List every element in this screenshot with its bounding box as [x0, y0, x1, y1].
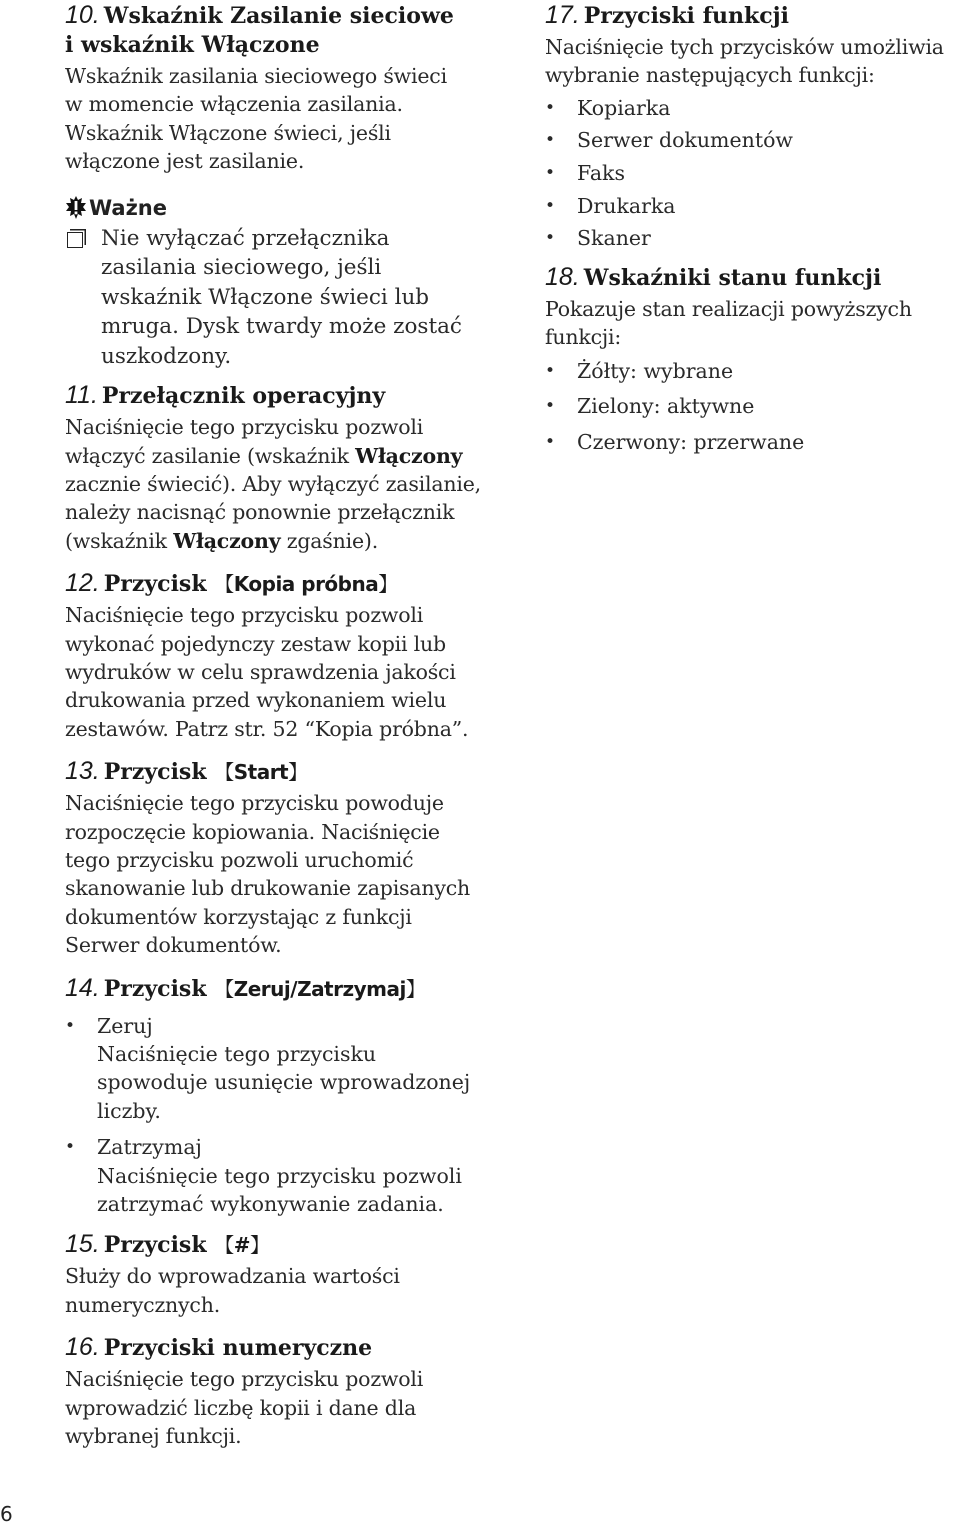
body-line: Służy do wprowadzania wartości	[65, 1264, 400, 1289]
body-line: wydruków w celu sprawdzenia jakości	[65, 659, 456, 684]
key-name: #	[233, 1233, 250, 1258]
section-number: 14.	[65, 973, 100, 1002]
list-item	[545, 425, 960, 461]
key-label	[214, 1233, 269, 1257]
indicator-name: Włączony	[355, 443, 463, 468]
section-title: Przyciski funkcji	[583, 3, 789, 29]
note-line: zasilania sieciowego, jeśli	[101, 255, 382, 281]
bullet: •	[65, 1015, 76, 1036]
function-list	[545, 92, 960, 255]
list-item-text: Serwer dokumentów	[577, 128, 793, 153]
bullet: •	[545, 396, 556, 417]
body-line: Wskaźnik Włączone świeci, jeśli	[65, 120, 391, 145]
list-item	[545, 190, 960, 223]
key-label	[214, 977, 425, 1001]
section-17	[545, 0, 960, 255]
important-note	[65, 224, 510, 372]
bracket: 【	[214, 760, 234, 785]
body-line: numerycznych.	[65, 1292, 221, 1317]
section-12	[65, 569, 510, 743]
item-title: Zatrzymaj	[97, 1135, 202, 1160]
item-line: zatrzymać wykonywanie zadania.	[97, 1192, 444, 1217]
body-line: wykonać pojedynczy zestaw kopii lub	[65, 631, 446, 656]
section-15	[65, 1230, 510, 1319]
important-block	[65, 194, 510, 372]
section-title: Przycisk	[103, 975, 207, 1002]
body-line: tego przycisku pozwoli uruchomić	[65, 848, 414, 872]
section-number: 17.	[545, 1, 580, 29]
list-item	[65, 1012, 510, 1126]
section-13-body	[65, 789, 510, 959]
section-15-heading	[65, 1230, 510, 1260]
body-line: w momencie włączenia zasilania.	[65, 92, 403, 117]
section-11	[65, 381, 510, 555]
bracket: 】	[378, 572, 398, 597]
bullet: •	[545, 228, 556, 249]
note-line: Nie wyłączać przełącznika	[101, 225, 390, 251]
bracket: 】	[405, 976, 426, 1001]
section-17-body	[545, 33, 960, 90]
right-column	[545, 0, 960, 460]
item-line: Naciśnięcie tego przycisku pozwoli	[97, 1163, 462, 1188]
key-name: Zeruj/Zatrzymaj	[233, 976, 406, 1001]
section-18	[545, 263, 960, 460]
section-11-body	[65, 413, 510, 555]
section-title: Przyciski numeryczne	[103, 1335, 373, 1362]
section-number: 12.	[65, 569, 100, 598]
important-label: Ważne	[89, 195, 168, 220]
body-line: Serwer dokumentów.	[65, 933, 282, 958]
section-number: 18.	[545, 262, 580, 291]
body-line: włączyć zasilanie (wskaźnik	[65, 443, 356, 468]
body-line: włączone jest zasilanie.	[65, 149, 305, 174]
bullet: •	[545, 130, 556, 151]
section-12-body	[65, 601, 510, 743]
list-item-text	[97, 1133, 462, 1218]
section-number: 16.	[65, 1333, 100, 1362]
note-line: uszkodzony.	[101, 343, 232, 369]
body-line: należy nacisnąć ponownie przełącznik	[65, 500, 455, 525]
bullet: •	[545, 360, 556, 381]
section-18-heading	[545, 263, 960, 293]
bracket: 】	[288, 760, 308, 785]
body-line: wprowadzić liczbę kopii i dane dla	[65, 1395, 417, 1420]
body-line: Naciśnięcie tego przycisku pozwoli	[65, 415, 424, 440]
list-item	[545, 124, 960, 157]
note-line: wskaźnik Włączone świeci lub	[101, 284, 430, 310]
key-label	[214, 572, 398, 596]
item-line: spowoduje usunięcie wprowadzonej	[97, 1070, 471, 1095]
section-title: Przycisk	[103, 1232, 207, 1259]
section-title: Wskaźnik Zasilanie sieciowe	[103, 3, 454, 29]
bracket: 【	[214, 976, 234, 1001]
section-13	[65, 757, 510, 959]
checkbox-icon	[67, 232, 83, 248]
body-line: zestawów. Patrz str. 52 “Kopia próbna”.	[65, 716, 469, 741]
body-line: wybranie następujących funkcji:	[545, 63, 875, 88]
indicator-name: Włączony	[173, 528, 281, 553]
section-title: Przycisk	[103, 571, 207, 598]
body-line: rozpoczęcie kopiowania. Naciśnięcie	[65, 819, 440, 844]
section-14	[65, 974, 510, 1219]
list-item-text: Kopiarka	[577, 95, 671, 120]
section-16	[65, 1333, 510, 1450]
body-line: skanowanie lub drukowanie zapisanych	[65, 876, 471, 901]
bullet: •	[65, 1137, 76, 1158]
section-title: Przycisk	[103, 759, 207, 786]
list-item	[545, 92, 960, 125]
item-title: Zeruj	[97, 1013, 153, 1038]
list-item-text: Skaner	[577, 226, 651, 251]
section-16-heading	[65, 1333, 510, 1363]
section-title: Przełącznik operacyjny	[101, 383, 386, 410]
left-column	[65, 0, 510, 1451]
bullet: •	[545, 195, 556, 216]
key-name: Start	[233, 760, 289, 785]
list-item	[545, 389, 960, 425]
section-10-heading	[65, 1, 510, 60]
body-line: Pokazuje stan realizacji powyższych	[545, 296, 912, 321]
list-item	[545, 157, 960, 190]
list-item-text: Faks	[577, 161, 625, 185]
body-line: drukowania przed wykonaniem wielu	[65, 688, 447, 713]
section-17-heading	[545, 1, 960, 31]
key-label	[214, 760, 307, 784]
list-item-text: Zielony: aktywne	[577, 394, 755, 419]
body-line: Naciśnięcie tego przycisku pozwoli	[65, 1367, 424, 1392]
section-number: 13.	[65, 757, 100, 786]
body-line: funkcji:	[545, 325, 622, 350]
list-item-text: Czerwony: przerwane	[577, 429, 805, 454]
list-item	[545, 222, 960, 255]
bracket: 【	[214, 1233, 234, 1258]
body-line: Naciśnięcie tego przycisku pozwoli	[65, 603, 424, 628]
body-line: dokumentów korzystając z funkcji	[65, 904, 412, 929]
body-line: (wskaźnik	[65, 528, 174, 553]
section-18-body	[545, 295, 960, 352]
section-number: 15.	[65, 1230, 100, 1259]
important-heading	[65, 194, 510, 222]
item-line: Naciśnięcie tego przycisku	[97, 1042, 377, 1067]
body-line: Naciśnięcie tego przycisku powoduje	[65, 791, 444, 816]
list-item	[545, 354, 960, 390]
note-text	[101, 224, 462, 372]
bracket: 【	[214, 572, 234, 597]
important-icon	[65, 195, 87, 221]
section-13-heading	[65, 757, 510, 787]
body-line: zgaśnie).	[280, 528, 379, 553]
body-line: Wskaźnik zasilania sieciowego świeci	[65, 64, 447, 88]
section-10-body	[65, 62, 510, 176]
list-item-text: Żółty: wybrane	[577, 358, 734, 383]
section-14-list	[65, 1012, 510, 1219]
list-item-text: Drukarka	[577, 193, 676, 218]
status-list	[545, 354, 960, 461]
section-number: 10.	[65, 1, 100, 29]
section-number: 11.	[65, 381, 98, 410]
body-line: wybranej funkcji.	[65, 1424, 242, 1449]
section-title: Wskaźniki stanu funkcji	[583, 264, 882, 291]
list-item	[65, 1133, 510, 1218]
section-10	[65, 0, 510, 176]
body-line: Naciśnięcie tych przycisków umożliwia	[545, 35, 944, 59]
bracket: 】	[250, 1233, 270, 1258]
section-11-heading	[65, 381, 510, 411]
key-name: Kopia próbna	[233, 572, 379, 597]
section-title-line2: i wskaźnik Włączone	[65, 32, 320, 58]
section-14-heading	[65, 974, 510, 1004]
list-item-text	[97, 1012, 470, 1126]
note-line: mruga. Dysk twardy może zostać	[101, 314, 462, 340]
bullet: •	[545, 163, 556, 183]
section-16-body	[65, 1365, 510, 1450]
bullet: •	[545, 431, 556, 452]
section-12-heading	[65, 569, 510, 599]
item-line: liczby.	[97, 1098, 161, 1123]
page-number: 6	[0, 1502, 13, 1526]
body-line: zacznie świecić). Aby wyłączyć zasilanie,	[65, 471, 481, 496]
bullet: •	[545, 97, 556, 118]
section-15-body	[65, 1262, 510, 1319]
